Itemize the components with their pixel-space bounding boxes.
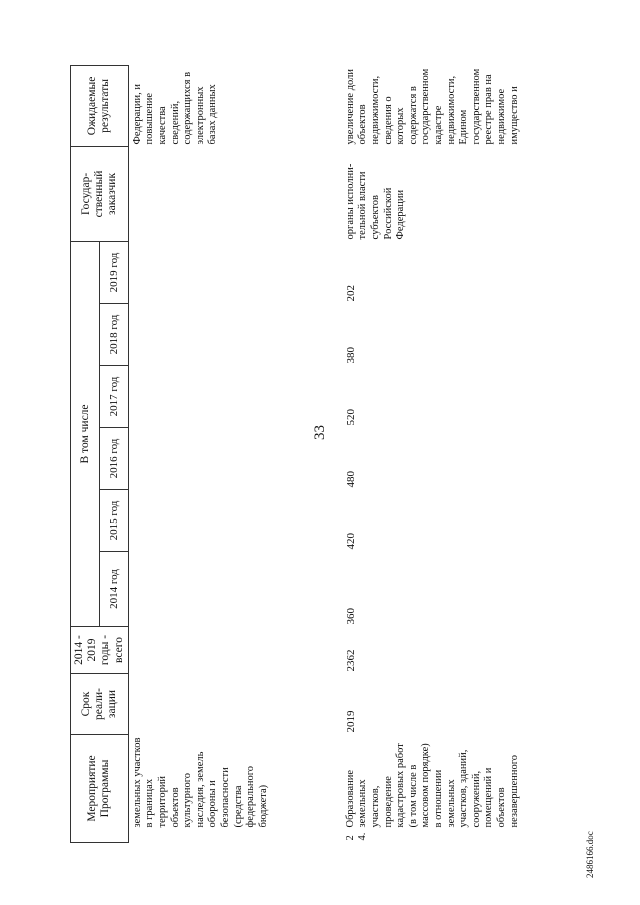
row-number-cell <box>128 830 342 843</box>
term-cell: 2019 <box>344 710 357 733</box>
value-2016-cell: 480 <box>344 471 357 488</box>
header-total: 2014 - 2019 годы - всего <box>71 627 129 674</box>
total-cell: 2362 <box>344 649 357 672</box>
results-cell: увеличение доли объектов недвижимости, сведения о которых содержатся в государственном кадастре недвижимости, Едином государственном реестре прав на недвижимое имущество и <box>344 68 520 145</box>
activity-cell: Образование земельных участков, проведение кадастровых работ (в том числе в массовом порядке) в отношении земельных участков, зданий, сооружений, помещений и объектов незавершенного <box>344 743 520 828</box>
header-activity: Мероприятие Программы <box>71 735 129 843</box>
row-number-cell: 24. <box>344 832 369 841</box>
page-number: 33 <box>312 425 328 440</box>
program-table-container <box>70 65 570 843</box>
value-2019-cell: 202 <box>344 285 357 302</box>
activity-cell: земельных участков в границах территорий объектов культурного наследия, земель обороны и безопасности (средства федерального бюджета) <box>131 737 269 828</box>
header-year-2018: 2018 год <box>100 304 128 366</box>
header-year-2014: 2014 год <box>100 552 128 627</box>
header-term: Срок реали- зации <box>71 674 129 735</box>
value-2017-cell: 520 <box>344 409 357 426</box>
header-year-2016: 2016 год <box>100 428 128 490</box>
results-cell: Федерации, и повышение качества сведений, содержащихся в электронных базах данных <box>131 71 219 145</box>
program-table <box>70 65 578 843</box>
document-id: 2486166.doc <box>585 831 595 878</box>
table-row-continued <box>128 65 342 842</box>
value-2018-cell: 380 <box>344 347 357 364</box>
header-customer: Государ- ственный заказчик <box>71 146 129 241</box>
value-2015-cell: 420 <box>344 533 357 550</box>
header-year-2017: 2017 год <box>100 366 128 428</box>
header-year-2019: 2019 год <box>100 241 128 303</box>
header-including: В том числе <box>71 241 100 626</box>
header-year-2015: 2015 год <box>100 490 128 552</box>
customer-cell: органы исполни- тельной власти субъектов Российской Федерации <box>344 163 407 240</box>
table-row-24 <box>342 65 578 842</box>
value-2014-cell: 360 <box>344 608 357 625</box>
header-results: Ожидаемые результаты <box>71 65 129 146</box>
